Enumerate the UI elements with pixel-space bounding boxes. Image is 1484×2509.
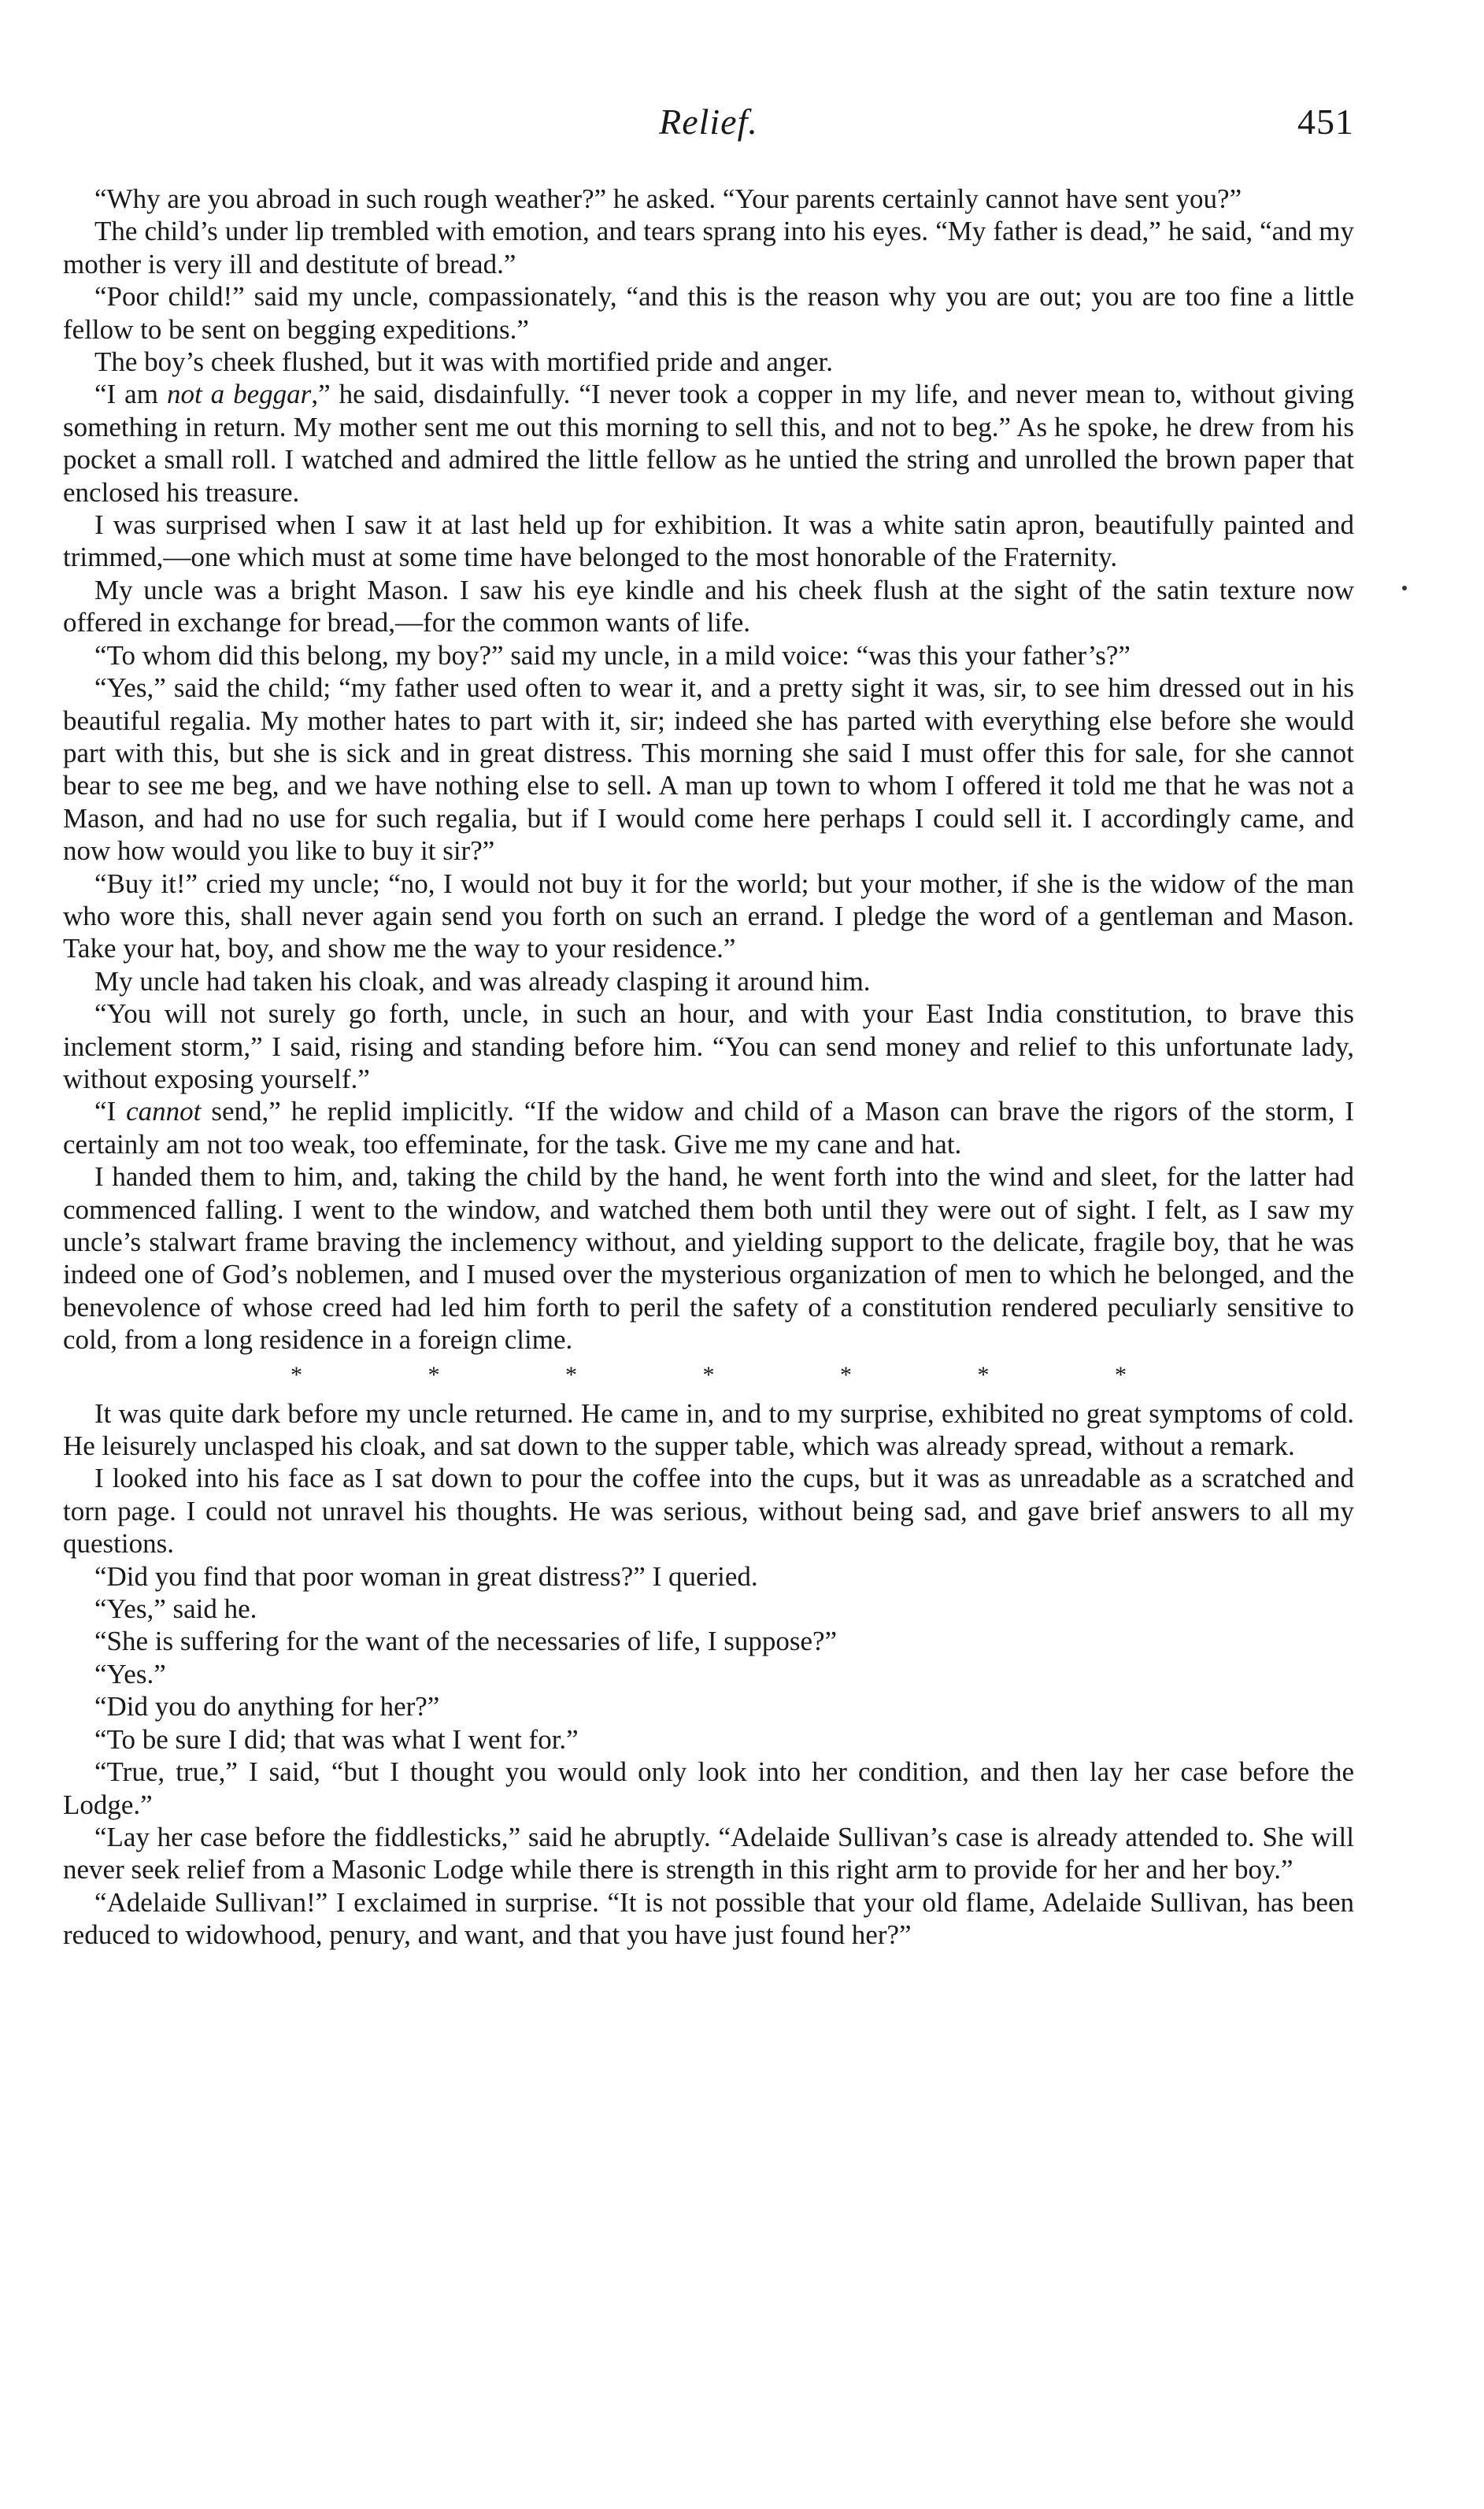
page-number: 451 xyxy=(1297,102,1354,142)
section-break: * * * * * * * xyxy=(291,1361,1186,1388)
paragraph xyxy=(63,509,1354,574)
paragraph xyxy=(63,868,1354,965)
paragraph-text: “To whom did this belong, my boy?” said my uncle, in a mild voice: “was this your father’s?” xyxy=(94,639,1131,671)
paragraph xyxy=(63,997,1354,1095)
paragraph-text: “Did you do anything for her?” xyxy=(94,1691,440,1723)
paragraph xyxy=(63,1625,1354,1657)
paragraph xyxy=(63,378,1354,509)
paragraph xyxy=(63,1160,1354,1356)
paragraph-text: ,” he said, disdainfully. “I never took a copper in my life, and never mean to, without giving something in return. My mother sent me out this morning to sell this, and not to beg.” As he spoke, he drew from his pocket a small roll. I watched and admired the little fellow as he untied the string and unrolled the brown paper that enclosed his treasure. xyxy=(63,379,1354,508)
paragraph-text: “True, true,” I said, “but I thought you would only look into her condition, and then lay her case before the Lodge.” xyxy=(63,1756,1354,1820)
paragraph xyxy=(63,672,1354,867)
paragraph xyxy=(63,183,1354,215)
italic-text: not a beggar xyxy=(166,379,312,410)
paragraph-text: “You will not surely go forth, uncle, in such an hour, and with your East India constitution, to brave this inclement storm,” I said, rising and standing before him. “You can send money and relief to this unfortunate lady, without exposing yourself.” xyxy=(63,998,1354,1094)
body-text xyxy=(63,183,1354,1952)
paragraph xyxy=(63,1886,1354,1952)
paragraph xyxy=(63,1690,1354,1723)
paragraph-text: “I am xyxy=(94,379,167,410)
paragraph xyxy=(63,639,1354,672)
paragraph xyxy=(63,1821,1354,1886)
paragraph-text: It was quite dark before my uncle returned. He came in, and to my surprise, exhibited no great symptoms of cold. He leisurely unclasped his cloak, and sat down to the supper table, which was already spread, without a remark. xyxy=(63,1397,1354,1462)
paragraph-text: “Poor child!” said my uncle, compassionately, “and this is the reason why you are out; you are too fine a little fellow to be sent on begging expeditions.” xyxy=(63,281,1354,345)
paragraph xyxy=(63,1593,1354,1625)
paragraph-text: My uncle was a bright Mason. I saw his eye kindle and his cheek flush at the sight of the satin texture now offered in exchange for bread,—for the common wants of life. xyxy=(63,574,1354,638)
paragraph-text: “Buy it!” cried my uncle; “no, I would not buy it for the world; but your mother, if she is the widow of the man who wore this, shall never again send you forth on such an errand. I pledge the word of a gentleman and Mason. Take your hat, boy, and show me the way to your residence.” xyxy=(63,868,1354,964)
paragraph-text: I looked into his face as I sat down to pour the coffee into the cups, but it was as unreadable as a scratched and torn page. I could not unravel his thoughts. He was serious, without being sad, and gave brief answers to all my questions. xyxy=(63,1463,1354,1560)
italic-text: cannot xyxy=(126,1096,202,1127)
paragraph-text: “To be sure I did; that was what I went for.” xyxy=(94,1723,579,1755)
running-title: Relief. xyxy=(659,102,758,142)
paragraph-text: “Lay her case before the fiddlesticks,” said he abruptly. “Adelaide Sullivan’s case is already attended to. She will never seek relief from a Masonic Lodge while there is strength in this right arm to provide for her and her boy.” xyxy=(63,1821,1354,1885)
paragraph-text: send,” he replid implicitly. “If the widow and child of a Mason can brave the rigors of the storm, I certainly am not too weak, too effeminate, for the task. Give me my cane and hat. xyxy=(63,1096,1354,1160)
paragraph-text: “Adelaide Sullivan!” I exclaimed in surprise. “It is not possible that your old flame, Adelaide Sullivan, has been reduced to widowhood, penury, and want, and that you have just found her?” xyxy=(63,1886,1354,1951)
paragraph-text: “Yes.” xyxy=(94,1658,166,1689)
paragraph-text: I was surprised when I saw it at last held up for exhibition. It was a white satin apron, beautifully painted and trimmed,—one which must at some time have belonged to the most honorable of the Fraternity. xyxy=(63,509,1354,573)
paragraph-text: “Yes,” said the child; “my father used often to wear it, and a pretty sight it was, sir, to see him dressed out in his beautiful regalia. My mother hates to part with it, sir; indeed she has parted with everything else before she would part with this, but she is sick and in great distress. This morning she said I must offer this for sale, for she cannot bear to see me beg, and we have nothing else to sell. A man up town to whom I offered it told me that he was not a Mason, and had no use for such regalia, but if I would come here perhaps I could sell it. I accordingly came, and now how would you like to buy it sir?” xyxy=(63,672,1354,867)
paragraph-text: “Yes,” said he. xyxy=(94,1593,257,1625)
paragraph xyxy=(63,574,1354,639)
paragraph-text: My uncle had taken his cloak, and was already clasping it around him. xyxy=(94,965,871,997)
paragraph-text: I handed them to him, and, taking the child by the hand, he went forth into the wind and sleet, for the latter had commenced falling. I went to the window, and watched them both until they were out of sight. I felt, as I saw my uncle’s stalwart frame braving the inclemency without, and yielding support to the delicate, fragile boy, that he was indeed one of God’s noblemen, and I mused over the mysterious organization of men to which he belonged, and the benevolence of whose creed had led him forth to peril the safety of a constitution rendered peculiarly sensitive to cold, from a long residence in a foreign clime. xyxy=(63,1161,1354,1356)
running-head xyxy=(63,101,1354,156)
paragraph xyxy=(63,280,1354,346)
paragraph-text: The boy’s cheek flushed, but it was with mortified pride and anger. xyxy=(94,346,833,378)
paragraph xyxy=(63,1560,1354,1593)
margin-speck xyxy=(1402,586,1407,590)
paragraph xyxy=(63,1756,1354,1821)
paragraph-text: “Why are you abroad in such rough weather?” he asked. “Your parents certainly cannot have sent you?” xyxy=(94,183,1242,214)
paragraph xyxy=(63,1658,1354,1690)
paragraph xyxy=(63,1397,1354,1463)
paragraph-text: “Did you find that poor woman in great distress?” I queried. xyxy=(94,1560,758,1592)
paragraph xyxy=(63,965,1354,997)
paragraphs-after-break xyxy=(63,1397,1354,1952)
paragraph xyxy=(63,1723,1354,1756)
paragraph xyxy=(63,346,1354,378)
paragraph xyxy=(63,215,1354,280)
paragraph xyxy=(63,1095,1354,1160)
paragraph xyxy=(63,1462,1354,1560)
paragraph-text: “I xyxy=(94,1096,127,1127)
paragraph-text: The child’s under lip trembled with emotion, and tears sprang into his eyes. “My father is dead,” he said, “and my mother is very ill and destitute of bread.” xyxy=(63,216,1354,279)
paragraph-text: “She is suffering for the want of the necessaries of life, I suppose?” xyxy=(94,1626,838,1657)
paragraphs-before-break xyxy=(63,183,1354,1356)
